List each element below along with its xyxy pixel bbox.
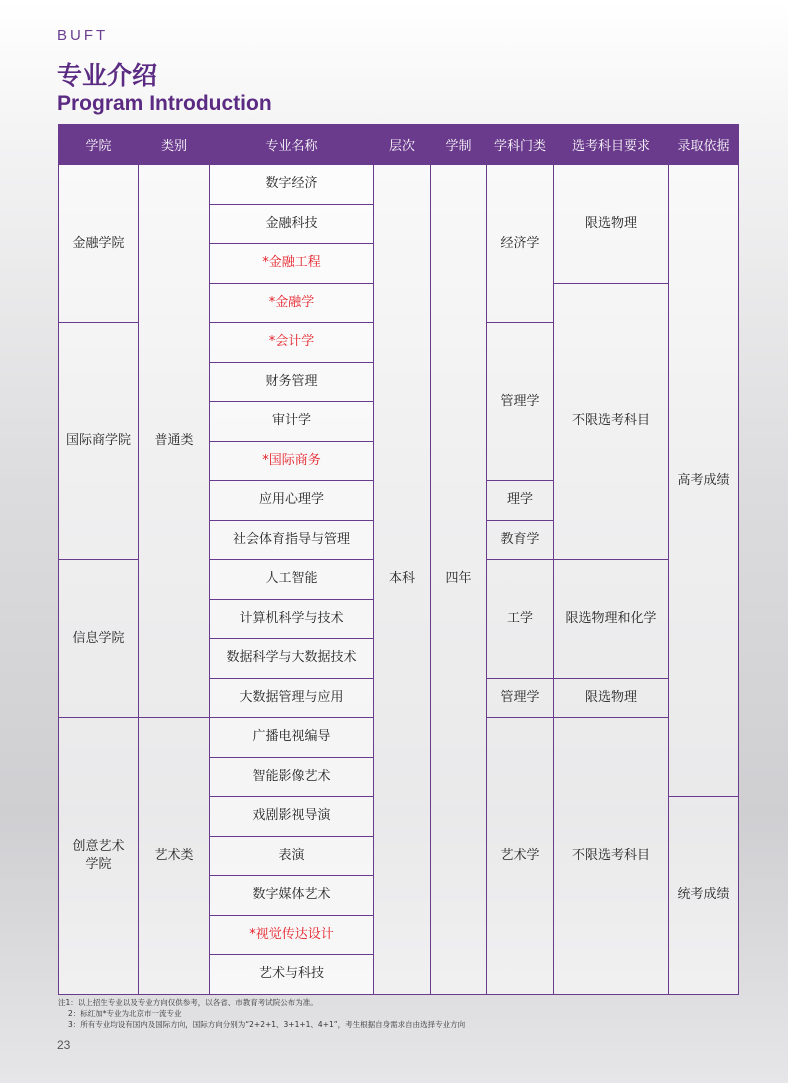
requirement-cell: 限选物理 (554, 678, 669, 718)
header-subject-requirement: 选考科目要求 (554, 125, 669, 165)
major-cell: *会计学 (210, 323, 374, 363)
duration-cell: 四年 (431, 165, 487, 995)
admission-cell: 统考成绩 (669, 797, 739, 995)
level-cell: 本科 (374, 165, 431, 995)
header-duration: 学制 (431, 125, 487, 165)
header-major-name: 专业名称 (210, 125, 374, 165)
admission-cell: 高考成绩 (669, 165, 739, 797)
major-cell: 戏剧影视导演 (210, 797, 374, 837)
major-cell: *金融工程 (210, 244, 374, 284)
major-cell: *视觉传达设计 (210, 915, 374, 955)
major-cell: *金融学 (210, 283, 374, 323)
major-cell: 数字经济 (210, 165, 374, 205)
college-cell: 创意艺术 学院 (59, 718, 139, 995)
header-admission-basis: 录取依据 (669, 125, 739, 165)
discipline-cell: 艺术学 (487, 718, 554, 995)
major-cell: 数据科学与大数据技术 (210, 639, 374, 679)
table-header-row (59, 125, 739, 165)
major-cell: 数字媒体艺术 (210, 876, 374, 916)
header-college: 学院 (59, 125, 139, 165)
major-cell: 大数据管理与应用 (210, 678, 374, 718)
discipline-cell: 经济学 (487, 165, 554, 323)
major-cell: 金融科技 (210, 204, 374, 244)
major-cell: 审计学 (210, 402, 374, 442)
major-cell: 艺术与科技 (210, 955, 374, 995)
table-row (59, 165, 739, 205)
discipline-cell: 管理学 (487, 323, 554, 481)
header-category: 类别 (139, 125, 210, 165)
footnote-3: 3：所有专业均设有国内及国际方向，国际方向分别为“2+2+1、3+1+1、4+1”，考生根据自身需求自由选择专业方向 (68, 1020, 466, 1029)
header-discipline: 学科门类 (487, 125, 554, 165)
major-cell: 表演 (210, 836, 374, 876)
footnote-2: 2：标红加*专业为北京市一流专业 (68, 1009, 182, 1018)
discipline-cell: 工学 (487, 560, 554, 679)
discipline-cell: 理学 (487, 481, 554, 521)
major-cell: 人工智能 (210, 560, 374, 600)
footnotes (58, 997, 748, 1030)
header-level: 层次 (374, 125, 431, 165)
college-cell: 金融学院 (59, 165, 139, 323)
requirement-cell: 限选物理和化学 (554, 560, 669, 679)
program-table (58, 124, 739, 995)
major-cell: 社会体育指导与管理 (210, 520, 374, 560)
major-cell: 广播电视编导 (210, 718, 374, 758)
college-cell: 国际商学院 (59, 323, 139, 560)
major-cell: 财务管理 (210, 362, 374, 402)
page-number: 23 (57, 1038, 71, 1052)
requirement-cell: 限选物理 (554, 165, 669, 284)
major-cell: 应用心理学 (210, 481, 374, 521)
requirement-cell: 不限选考科目 (554, 718, 669, 995)
footnote-1: 注1：以上招生专业以及专业方向仅供参考，以各省、市教育考试院公布为准。 (58, 998, 318, 1007)
discipline-cell: 管理学 (487, 678, 554, 718)
major-cell: 智能影像艺术 (210, 757, 374, 797)
major-cell: *国际商务 (210, 441, 374, 481)
category-cell: 普通类 (139, 165, 210, 718)
buft-logo: BUFT (57, 27, 109, 44)
page-title-zh: 专业介绍 (57, 61, 158, 90)
category-cell: 艺术类 (139, 718, 210, 995)
page-title-en: Program Introduction (57, 92, 272, 115)
requirement-cell: 不限选考科目 (554, 283, 669, 560)
college-cell: 信息学院 (59, 560, 139, 718)
major-cell: 计算机科学与技术 (210, 599, 374, 639)
discipline-cell: 教育学 (487, 520, 554, 560)
